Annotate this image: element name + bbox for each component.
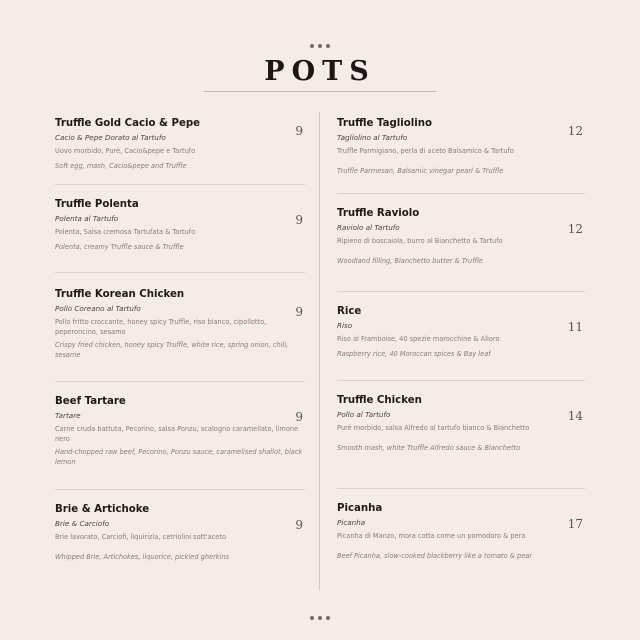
dish-description-en: Crispy fried chicken, honey spicy Truffle, white rice, spring onion, chili, sesame [55, 341, 289, 359]
dish-description-it: Ripieno di boscaiola, burro al Bianchetto & Tartufo [337, 237, 503, 245]
dish-italian-name: Brie & Carciofo [55, 519, 110, 528]
dish-price: 14 [567, 409, 583, 423]
menu-item [337, 394, 585, 489]
dish-description-en: Whipped Brie, Artichokes, liquorice, pickled gherkins [55, 553, 230, 561]
menu-item [55, 198, 305, 273]
title-divider [204, 91, 436, 92]
dish-price: 11 [567, 320, 583, 334]
dish-price: 9 [295, 124, 303, 138]
dish-price: 9 [295, 518, 303, 532]
dish-description-it: Truffle Parmigiano, perla di aceto Balsamico & Tartufo [337, 147, 514, 155]
dish-italian-name: Tartare [55, 411, 81, 420]
dish-description-it: Purè morbido, salsa Alfredo al tartufo bianco & Bianchetto [337, 424, 530, 432]
dish-description-en: Truffle Parmesan, Balsamic vinegar pearl & Truffle [337, 167, 504, 175]
dish-italian-name: Polenta al Tartufo [55, 214, 119, 223]
dish-italian-name: Picanha [337, 518, 366, 527]
dish-italian-name: Pollo al Tartufo [337, 410, 391, 419]
menu-item [55, 395, 305, 490]
dish-description-en: Smooth mash, white Truffle Alfredo sauce & Bianchetto [337, 444, 521, 452]
dish-italian-name: Raviolo al Tartufo [337, 223, 400, 232]
dish-name: Truffle Tagliolino [337, 118, 432, 129]
dish-name: Truffle Gold Cacio & Pepe [55, 118, 201, 129]
menu-item [337, 502, 585, 582]
dish-description-it: Uovo morbido, Purè, Cacio&pepe e Tartufo [55, 147, 196, 155]
dish-italian-name: Cacio & Pepe Dorato al Tartufo [55, 133, 166, 142]
dish-price: 12 [567, 222, 583, 236]
dish-description-en: Raspberry rice, 40 Moroccan spices & Bay leaf [337, 350, 491, 358]
column-divider [319, 112, 320, 590]
dish-description-it: Pollo fritto croccante, honey spicy Truffle, riso bianco, cipollotto, peperoncino, sesamo [55, 318, 267, 336]
dish-price: 9 [295, 213, 303, 227]
dish-description-it: Riso al Framboise, 40 spezie marocchine & Alloro [337, 335, 500, 343]
dish-description-en: Woodland filling, Bianchetto butter & Truffle [337, 257, 483, 265]
menu-item [337, 305, 585, 381]
dish-description-en: Hand-chopped raw beef, Pecorino, Ponzu sauce, caramelised shallot, black lemon [55, 448, 303, 466]
dish-name: Truffle Chicken [337, 395, 422, 406]
menu-item [337, 117, 585, 194]
dish-price: 9 [295, 410, 303, 424]
dish-name: Beef Tartare [55, 396, 126, 407]
dish-name: Brie & Artichoke [55, 504, 150, 515]
left-menu-column [55, 112, 305, 583]
menu-item [55, 117, 305, 185]
dish-description-it: Brie lavorato, Carciofi, liquirizia, cetriolini sott'aceto [55, 533, 226, 541]
dish-description-en: Beef Picanha, slow-cooked blackberry like a tomato & pear [337, 552, 533, 560]
dish-name: Truffle Korean Chicken [55, 289, 185, 300]
dish-description-it: Picanha di Manzo, mora cotta come un pomodoro & pera [337, 532, 526, 540]
bottom-ornament-dots [0, 605, 640, 624]
dish-name: Picanha [337, 503, 383, 514]
dish-italian-name: Pollo Coreano al Tartufo [55, 304, 141, 313]
menu-item [337, 207, 585, 292]
menu-item [55, 288, 305, 382]
dish-name: Truffle Raviolo [337, 208, 420, 219]
dish-description-it: Carne cruda battuta, Pecorino, salsa Ponzu, scalogno caramellato, limone nero [55, 425, 299, 443]
dish-description-it: Polenta, Salsa cremosa Tartufata & Tartufo [55, 228, 196, 236]
dish-name: Rice [337, 306, 362, 317]
dish-price: 17 [567, 517, 583, 531]
dish-name: Truffle Polenta [55, 199, 139, 210]
dish-price: 12 [567, 124, 583, 138]
dish-italian-name: Tagliolino al Tartufo [337, 133, 408, 142]
right-menu-column [337, 112, 585, 582]
dish-price: 9 [295, 305, 303, 319]
page-title: POTS [264, 56, 376, 87]
menu-item [55, 503, 305, 583]
dish-description-en: Polenta, creamy Truffle sauce & Truffle [55, 243, 184, 251]
dish-description-en: Soft egg, mash, Cacio&pepe and Truffle [55, 162, 187, 170]
dish-italian-name: Riso [337, 321, 353, 330]
top-ornament-dots [0, 33, 640, 52]
